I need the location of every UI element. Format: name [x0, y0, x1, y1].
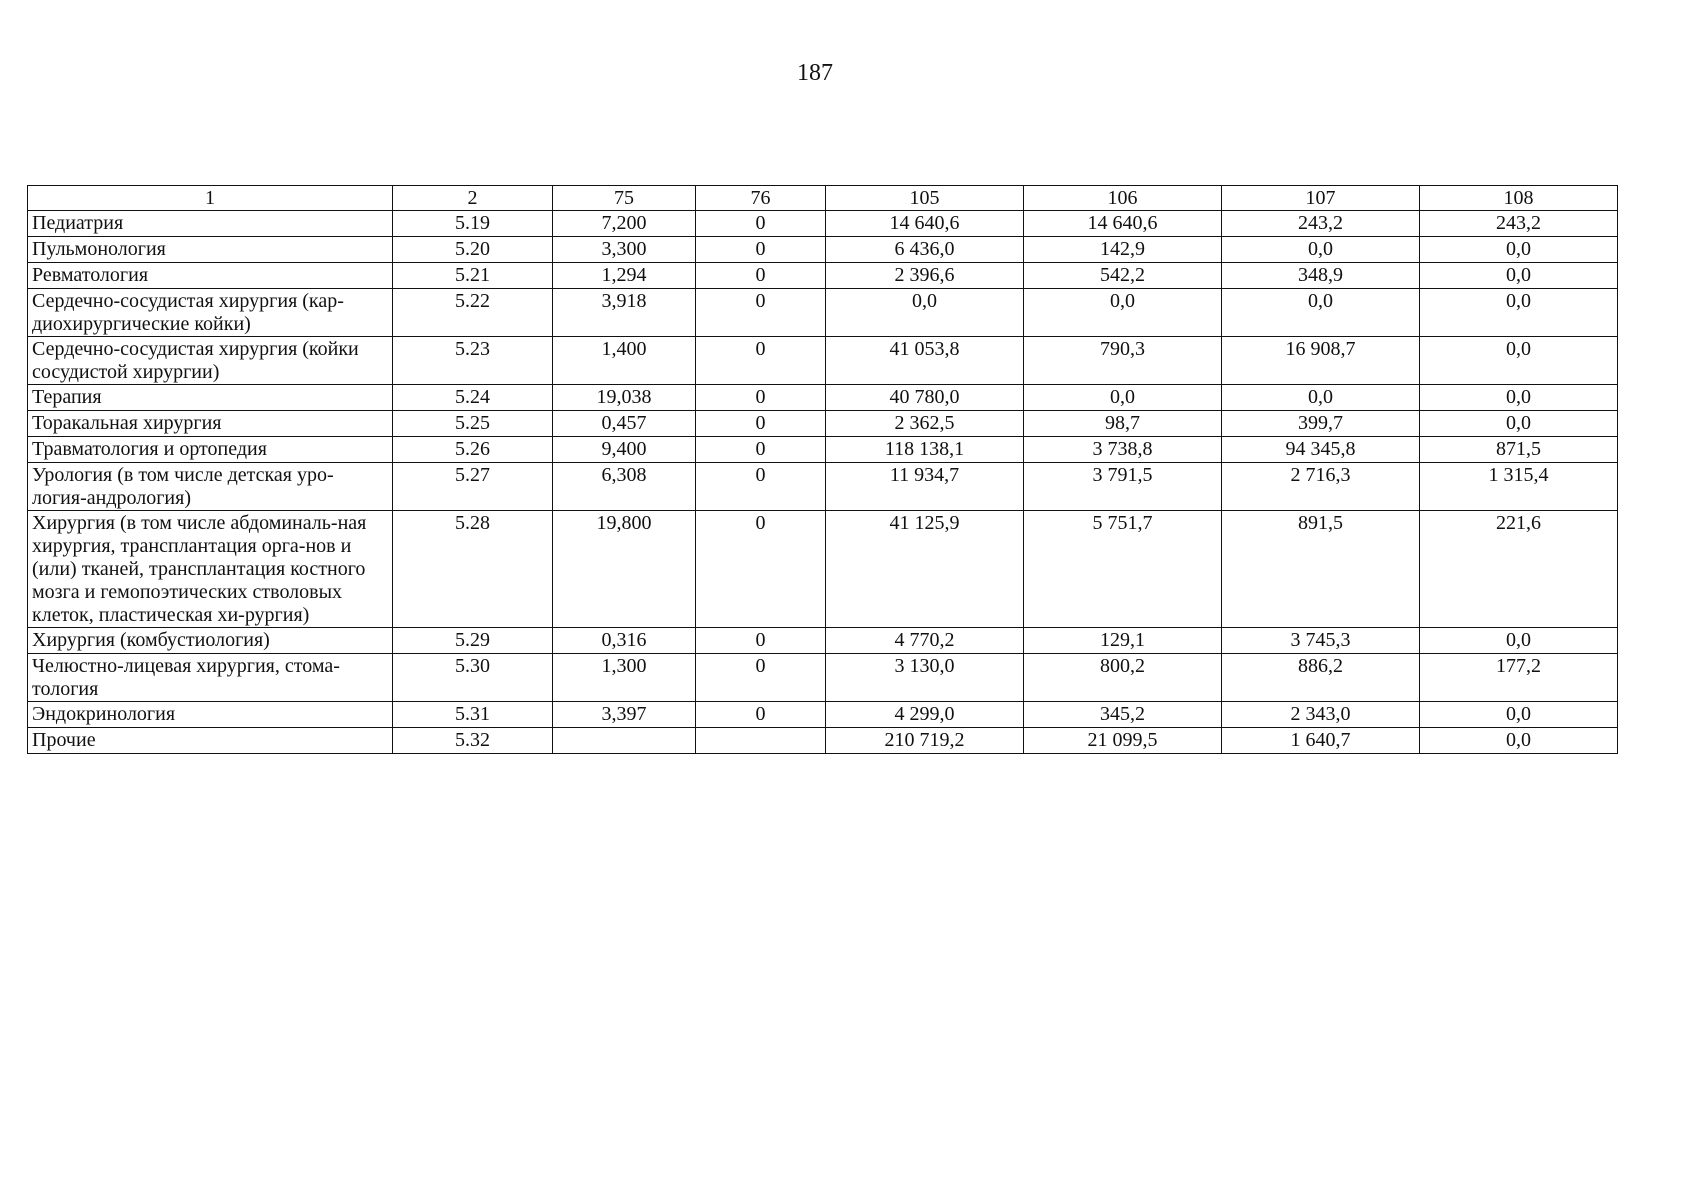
- column-header: 1: [28, 186, 393, 211]
- table-row: [28, 654, 1618, 702]
- table-cell: 399,7: [1222, 411, 1420, 437]
- table-cell: 243,2: [1222, 211, 1420, 237]
- table-cell: 1,294: [553, 263, 696, 289]
- table-cell: 6 436,0: [826, 237, 1024, 263]
- table-cell: 0,0: [1420, 385, 1618, 411]
- table-cell: 0: [696, 385, 826, 411]
- column-header: 2: [393, 186, 553, 211]
- table-row: [28, 411, 1618, 437]
- column-header: 76: [696, 186, 826, 211]
- table-row: [28, 437, 1618, 463]
- row-label-cell: Пульмонология: [28, 237, 393, 263]
- row-label-cell: Челюстно-лицевая хирургия, стома-тология: [28, 654, 393, 702]
- row-label-cell: Хирургия (в том числе абдоминаль-ная хирургия, трансплантация орга-нов и (или) тканей, трансплантация костного мозга и гемопоэтических стволовых клеток, пластическая хи-рургия): [28, 511, 393, 628]
- row-label-cell: Педиатрия: [28, 211, 393, 237]
- table-cell: 142,9: [1024, 237, 1222, 263]
- table-cell: 5.30: [393, 654, 553, 702]
- row-label-cell: Терапия: [28, 385, 393, 411]
- table-cell: 345,2: [1024, 702, 1222, 728]
- table-row: [28, 237, 1618, 263]
- table-cell: 0: [696, 437, 826, 463]
- table-cell: 0,0: [1420, 728, 1618, 754]
- table-cell: 790,3: [1024, 337, 1222, 385]
- row-label-cell: Урология (в том числе детская уро-логия-андрология): [28, 463, 393, 511]
- table-cell: 9,400: [553, 437, 696, 463]
- table-row: [28, 463, 1618, 511]
- row-label-cell: Хирургия (комбустиология): [28, 628, 393, 654]
- table-row: [28, 211, 1618, 237]
- table-cell: 5.22: [393, 289, 553, 337]
- table-cell: 14 640,6: [826, 211, 1024, 237]
- table-cell: 0,0: [1420, 628, 1618, 654]
- table-row: [28, 263, 1618, 289]
- table-cell: 5.32: [393, 728, 553, 754]
- table-row: [28, 289, 1618, 337]
- table-cell: 19,800: [553, 511, 696, 628]
- row-label-cell: Ревматология: [28, 263, 393, 289]
- column-header: 75: [553, 186, 696, 211]
- table-cell: 0: [696, 511, 826, 628]
- table-cell: 542,2: [1024, 263, 1222, 289]
- data-table: [27, 185, 1618, 754]
- table-row: [28, 511, 1618, 628]
- table-cell: 348,9: [1222, 263, 1420, 289]
- table-cell: 1 315,4: [1420, 463, 1618, 511]
- table-cell: 243,2: [1420, 211, 1618, 237]
- table-cell: 0: [696, 289, 826, 337]
- table-cell: 5.26: [393, 437, 553, 463]
- table-cell: 0,316: [553, 628, 696, 654]
- table-cell: 3,300: [553, 237, 696, 263]
- table-cell: 5.21: [393, 263, 553, 289]
- table-cell: 5.28: [393, 511, 553, 628]
- table-cell: 5.19: [393, 211, 553, 237]
- table-cell: 3 791,5: [1024, 463, 1222, 511]
- row-label-cell: Травматология и ортопедия: [28, 437, 393, 463]
- table-cell: 0: [696, 237, 826, 263]
- table-cell: 2 716,3: [1222, 463, 1420, 511]
- table-row: [28, 628, 1618, 654]
- table-cell: 3 130,0: [826, 654, 1024, 702]
- table-cell: 2 396,6: [826, 263, 1024, 289]
- table-cell: 5.27: [393, 463, 553, 511]
- table-cell: 5.23: [393, 337, 553, 385]
- table-cell: 0,0: [1222, 385, 1420, 411]
- table-cell: 0: [696, 211, 826, 237]
- table-cell: 177,2: [1420, 654, 1618, 702]
- table-cell: 0: [696, 337, 826, 385]
- table-cell: 3 738,8: [1024, 437, 1222, 463]
- table-cell: [696, 728, 826, 754]
- table-cell: 1,400: [553, 337, 696, 385]
- table-cell: 0,0: [1024, 385, 1222, 411]
- table-cell: 0: [696, 411, 826, 437]
- table-cell: 0,0: [826, 289, 1024, 337]
- table-cell: 11 934,7: [826, 463, 1024, 511]
- table-cell: 3 745,3: [1222, 628, 1420, 654]
- table-cell: 19,038: [553, 385, 696, 411]
- table-cell: 5.29: [393, 628, 553, 654]
- column-header: 105: [826, 186, 1024, 211]
- table-cell: 0: [696, 702, 826, 728]
- table-row: [28, 385, 1618, 411]
- table-cell: 3,397: [553, 702, 696, 728]
- table-cell: 0,0: [1420, 337, 1618, 385]
- row-label-cell: Эндокринология: [28, 702, 393, 728]
- table-cell: 4 770,2: [826, 628, 1024, 654]
- table-row: [28, 728, 1618, 754]
- table-cell: 94 345,8: [1222, 437, 1420, 463]
- table-cell: 16 908,7: [1222, 337, 1420, 385]
- table-cell: 0,457: [553, 411, 696, 437]
- table-cell: 1,300: [553, 654, 696, 702]
- table-cell: 5.20: [393, 237, 553, 263]
- table-cell: 0: [696, 628, 826, 654]
- table-cell: 891,5: [1222, 511, 1420, 628]
- table-cell: 5.31: [393, 702, 553, 728]
- table-cell: 2 343,0: [1222, 702, 1420, 728]
- column-header: 106: [1024, 186, 1222, 211]
- table-cell: 5 751,7: [1024, 511, 1222, 628]
- table-cell: 14 640,6: [1024, 211, 1222, 237]
- table-cell: 7,200: [553, 211, 696, 237]
- table-cell: 886,2: [1222, 654, 1420, 702]
- table-cell: 0: [696, 654, 826, 702]
- row-label-cell: Торакальная хирургия: [28, 411, 393, 437]
- table-cell: 0,0: [1420, 237, 1618, 263]
- column-header: 107: [1222, 186, 1420, 211]
- table-cell: 118 138,1: [826, 437, 1024, 463]
- page-number: 187: [797, 60, 833, 86]
- table-cell: 0: [696, 463, 826, 511]
- table-cell: 98,7: [1024, 411, 1222, 437]
- table-cell: [553, 728, 696, 754]
- table-cell: 129,1: [1024, 628, 1222, 654]
- table-cell: 0,0: [1420, 263, 1618, 289]
- table-cell: 41 125,9: [826, 511, 1024, 628]
- table-cell: 3,918: [553, 289, 696, 337]
- table-cell: 0,0: [1420, 289, 1618, 337]
- table-cell: 0: [696, 263, 826, 289]
- table-cell: 871,5: [1420, 437, 1618, 463]
- table-cell: 4 299,0: [826, 702, 1024, 728]
- table-cell: 800,2: [1024, 654, 1222, 702]
- table-cell: 41 053,8: [826, 337, 1024, 385]
- table-cell: 0,0: [1420, 411, 1618, 437]
- table-cell: 0,0: [1222, 237, 1420, 263]
- table-cell: 2 362,5: [826, 411, 1024, 437]
- table-body: [28, 211, 1618, 754]
- table-cell: 21 099,5: [1024, 728, 1222, 754]
- column-header: 108: [1420, 186, 1618, 211]
- row-label-cell: Сердечно-сосудистая хирургия (кар-диохирургические койки): [28, 289, 393, 337]
- table-cell: 210 719,2: [826, 728, 1024, 754]
- table-row: [28, 702, 1618, 728]
- table-cell: 221,6: [1420, 511, 1618, 628]
- row-label-cell: Сердечно-сосудистая хирургия (койки сосудистой хирургии): [28, 337, 393, 385]
- table-cell: 0,0: [1222, 289, 1420, 337]
- table-cell: 5.25: [393, 411, 553, 437]
- header-row: [28, 186, 1618, 211]
- table-cell: 0,0: [1420, 702, 1618, 728]
- table-cell: 5.24: [393, 385, 553, 411]
- table-cell: 0,0: [1024, 289, 1222, 337]
- table-cell: 40 780,0: [826, 385, 1024, 411]
- row-label-cell: Прочие: [28, 728, 393, 754]
- table-cell: 6,308: [553, 463, 696, 511]
- table-cell: 1 640,7: [1222, 728, 1420, 754]
- table-row: [28, 337, 1618, 385]
